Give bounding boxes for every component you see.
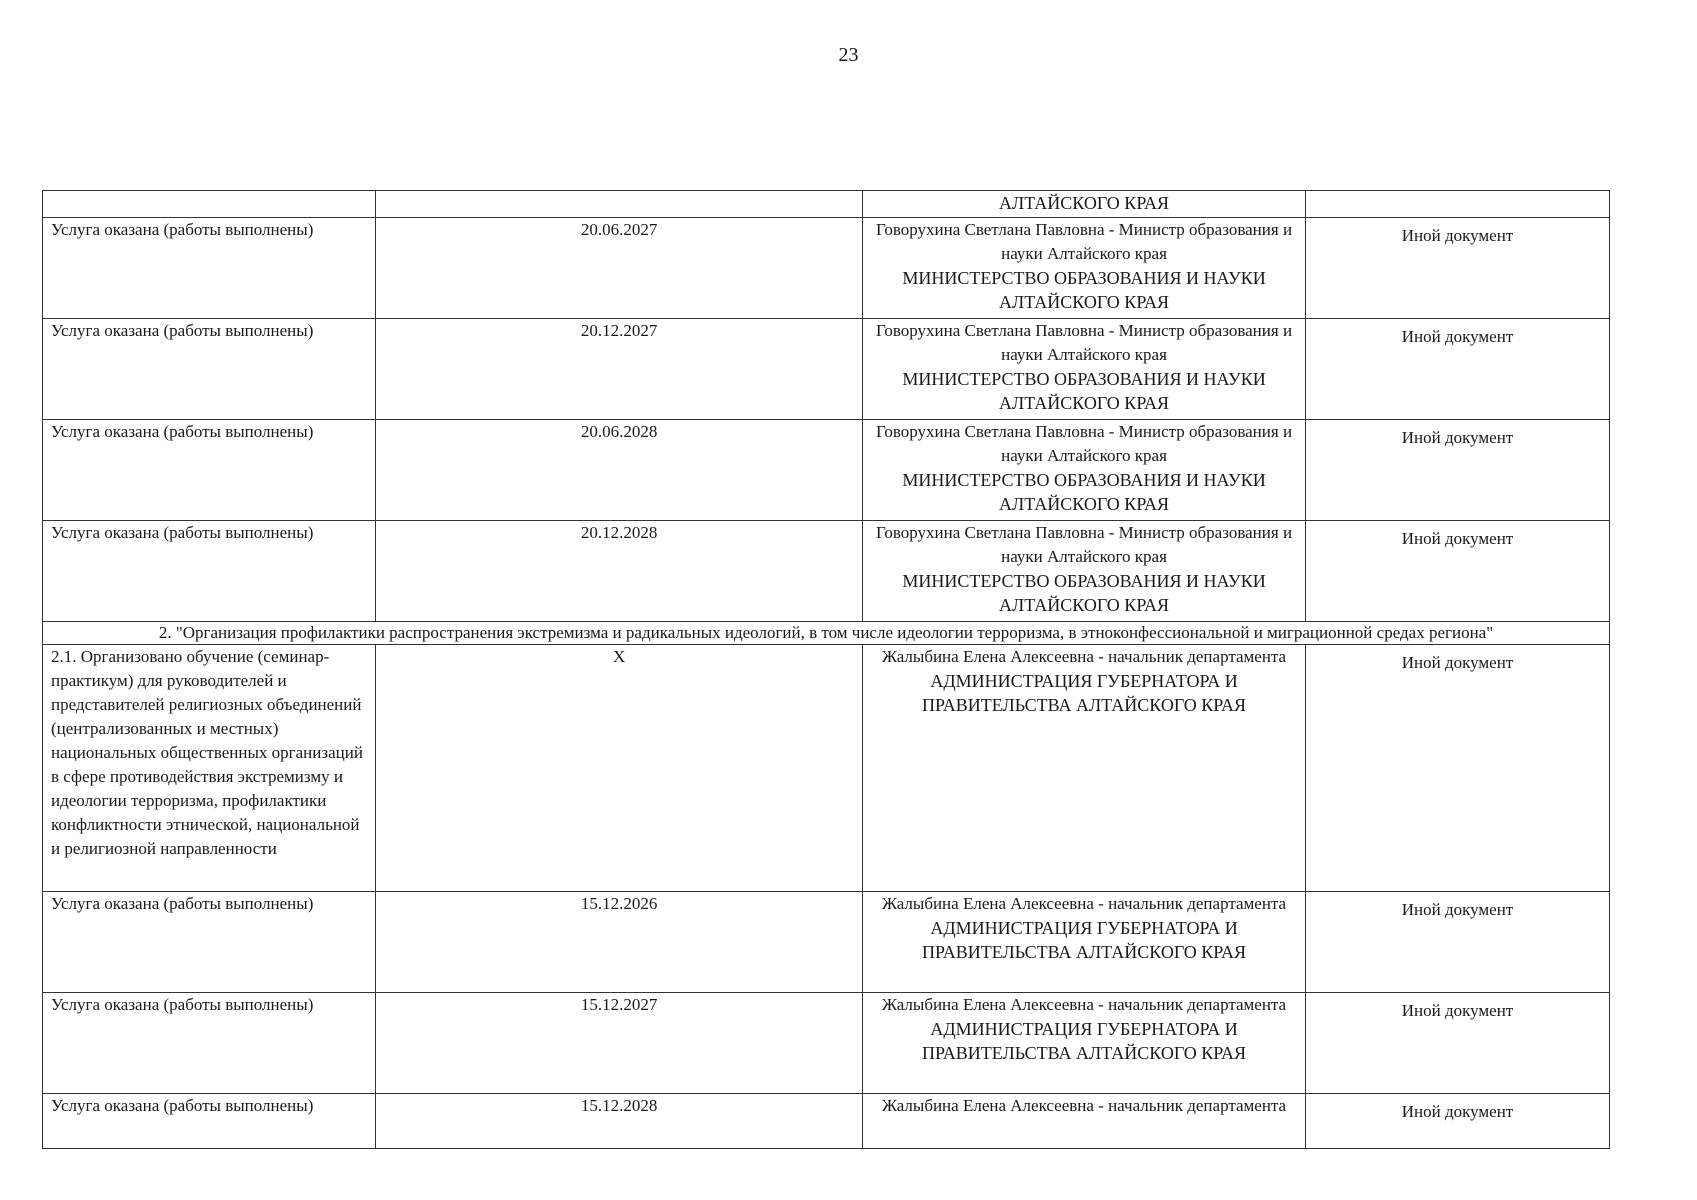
- result-cell: Услуга оказана (работы выполнены): [43, 892, 376, 993]
- table-row: [43, 993, 1610, 1094]
- result-cell: Услуга оказана (работы выполнены): [43, 218, 376, 319]
- table-row: [43, 191, 1610, 218]
- responsible-cell: [863, 1094, 1306, 1149]
- date-cell: 20.06.2028: [376, 420, 863, 521]
- responsible-cell: [863, 218, 1306, 319]
- document-cell: Иной документ: [1305, 1094, 1609, 1149]
- result-cell: Услуга оказана (работы выполнены): [43, 1094, 376, 1149]
- date-cell: 15.12.2027: [376, 993, 863, 1094]
- document-cell: Иной документ: [1305, 521, 1609, 622]
- result-cell: [43, 191, 376, 218]
- date-cell: 20.06.2027: [376, 218, 863, 319]
- organization-name: МИНИСТЕРСТВО ОБРАЗОВАНИЯ И НАУКИ АЛТАЙСКОГО КРАЯ: [902, 571, 1266, 615]
- table-row: [43, 645, 1610, 892]
- responsible-cell: [863, 892, 1306, 993]
- organization-name: АДМИНИСТРАЦИЯ ГУБЕРНАТОРА И ПРАВИТЕЛЬСТВА АЛТАЙСКОГО КРАЯ: [922, 918, 1246, 962]
- responsible-person: Говорухина Светлана Павловна - Министр образования и науки Алтайского края: [875, 321, 1293, 364]
- result-cell: Услуга оказана (работы выполнены): [43, 420, 376, 521]
- table-row: [43, 1094, 1610, 1149]
- responsible-cell: [863, 191, 1306, 218]
- responsible-person: Жалыбина Елена Алексеевна - начальник департамента: [881, 995, 1287, 1014]
- responsible-person: Говорухина Светлана Павловна - Министр образования и науки Алтайского края: [875, 523, 1293, 566]
- responsible-cell: [863, 993, 1306, 1094]
- responsible-person: Жалыбина Елена Алексеевна - начальник департамента: [881, 894, 1287, 913]
- organization-name: АЛТАЙСКОГО КРАЯ: [998, 193, 1170, 213]
- responsible-cell: [863, 645, 1306, 892]
- document-cell: Иной документ: [1305, 993, 1609, 1094]
- section-title: 2. "Организация профилактики распространения экстремизма и радикальных идеологий, в том числе идеологии терроризма, в этноконфессиональной и миграционной средах региона": [43, 622, 1610, 645]
- organization-name: АДМИНИСТРАЦИЯ ГУБЕРНАТОРА И ПРАВИТЕЛЬСТВА АЛТАЙСКОГО КРАЯ: [922, 671, 1246, 715]
- organization-name: МИНИСТЕРСТВО ОБРАЗОВАНИЯ И НАУКИ АЛТАЙСКОГО КРАЯ: [902, 369, 1266, 413]
- responsible-person: Жалыбина Елена Алексеевна - начальник департамента: [881, 647, 1287, 666]
- responsible-person: Говорухина Светлана Павловна - Министр образования и науки Алтайского края: [875, 422, 1293, 465]
- date-cell: 20.12.2027: [376, 319, 863, 420]
- result-cell: Услуга оказана (работы выполнены): [43, 319, 376, 420]
- organization-name: МИНИСТЕРСТВО ОБРАЗОВАНИЯ И НАУКИ АЛТАЙСКОГО КРАЯ: [902, 470, 1266, 514]
- result-cell: Услуга оказана (работы выполнены): [43, 521, 376, 622]
- document-cell: Иной документ: [1305, 319, 1609, 420]
- table-row: [43, 319, 1610, 420]
- document-cell: Иной документ: [1305, 645, 1609, 892]
- section-header-row: [43, 622, 1610, 645]
- document-cell: [1305, 191, 1609, 218]
- date-cell: [376, 191, 863, 218]
- table-row: [43, 420, 1610, 521]
- table-row: [43, 218, 1610, 319]
- page-number: 23: [838, 44, 859, 66]
- document-table: [42, 190, 1610, 1149]
- result-cell: Услуга оказана (работы выполнены): [43, 993, 376, 1094]
- responsible-person: Жалыбина Елена Алексеевна - начальник департамента: [881, 1096, 1287, 1115]
- date-cell: 15.12.2026: [376, 892, 863, 993]
- document-cell: Иной документ: [1305, 420, 1609, 521]
- date-cell: 20.12.2028: [376, 521, 863, 622]
- responsible-cell: [863, 521, 1306, 622]
- table-row: [43, 521, 1610, 622]
- organization-name: АДМИНИСТРАЦИЯ ГУБЕРНАТОРА И ПРАВИТЕЛЬСТВА АЛТАЙСКОГО КРАЯ: [922, 1019, 1246, 1063]
- date-cell: 15.12.2028: [376, 1094, 863, 1149]
- document-cell: Иной документ: [1305, 892, 1609, 993]
- document-cell: Иной документ: [1305, 218, 1609, 319]
- organization-name: МИНИСТЕРСТВО ОБРАЗОВАНИЯ И НАУКИ АЛТАЙСКОГО КРАЯ: [902, 268, 1266, 312]
- event-description-cell: 2.1. Организовано обучение (семинар-практикум) для руководителей и представителей религиозных объединений (централизованных и местных) национальных общественных организаций в сфере противодействия экстремизму и идеологии терроризма, профилактики конфликтности этнической, национальной и религиозной направленности: [43, 645, 376, 892]
- date-cell: X: [376, 645, 863, 892]
- table-row: [43, 892, 1610, 993]
- responsible-cell: [863, 420, 1306, 521]
- responsible-person: Говорухина Светлана Павловна - Министр образования и науки Алтайского края: [875, 220, 1293, 263]
- responsible-cell: [863, 319, 1306, 420]
